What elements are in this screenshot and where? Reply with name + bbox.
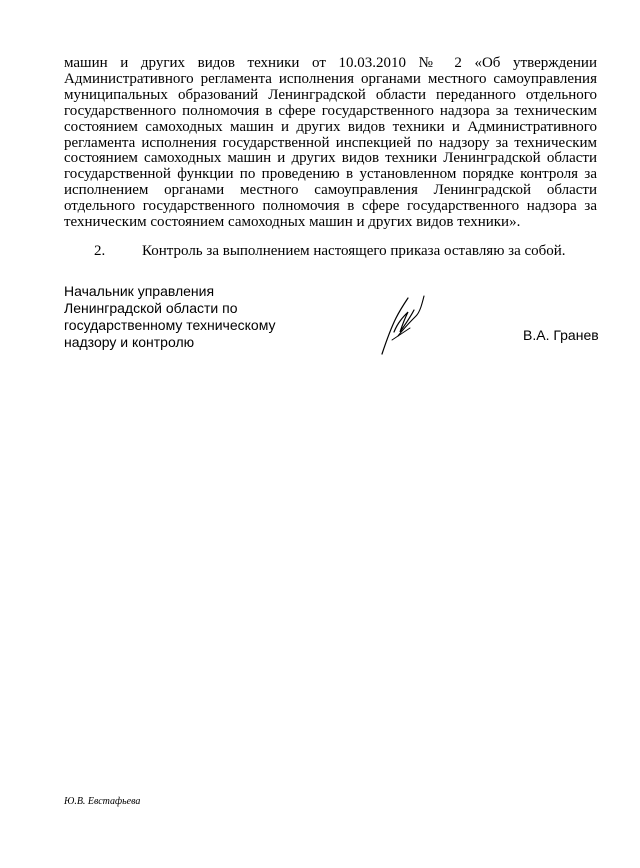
paragraph-line: Административного регламента исполнения органами местного самоуправления: [64, 70, 597, 87]
order-paragraph: [64, 56, 597, 231]
paragraph-line: муниципальных образований Ленинградской области переданного отдельного: [64, 86, 597, 103]
paragraph-line: отдельного государственного полномочия в сфере государственного надзора за: [64, 198, 597, 215]
paragraph-line: машин и других видов техники от 10.03.2010 № 2 «Об утверждении: [64, 55, 597, 71]
paragraph-line: техническим состоянием самоходных машин и других видов техники».: [64, 214, 521, 231]
signer-title: [64, 283, 304, 351]
signer-name: В.А. Гранев: [523, 327, 599, 343]
signer-title-line: Ленинградской области по: [64, 300, 238, 316]
paragraph-line: государственной функции по проведению в установленном порядке контроля за: [64, 166, 597, 183]
order-item-2: [64, 243, 604, 259]
paragraph-line: государственного полномочия в сфере государственного надзора за техническим: [64, 102, 597, 119]
paragraph-line: состоянием самоходных машин и других видов техники и Административного: [64, 118, 597, 135]
paragraph-line: исполнением органами местного самоуправления Ленинградской области: [64, 182, 597, 199]
executor-name: Ю.В. Евстафьева: [64, 796, 141, 807]
item-text: Контроль за выполнением настоящего приказа оставляю за собой.: [142, 243, 566, 259]
signer-title-line: государственному техническому: [64, 317, 276, 333]
handwritten-signature: [374, 292, 430, 356]
signer-title-line: надзору и контролю: [64, 334, 195, 350]
paragraph-line: регламента исполнения государственной инспекцией по надзору за техническим: [64, 134, 597, 151]
signer-title-line: Начальник управления: [64, 283, 215, 299]
item-number: 2.: [94, 243, 106, 259]
paragraph-line: состоянием самоходных машин и других видов техники Ленинградской области: [64, 150, 597, 167]
